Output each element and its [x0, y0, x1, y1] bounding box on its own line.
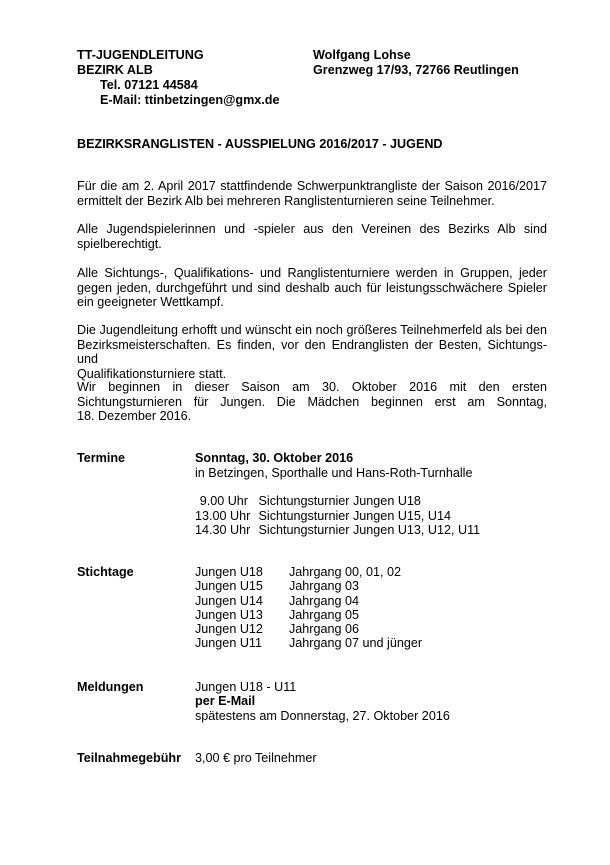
stichtage-group: Jungen U15: [195, 579, 263, 593]
paragraph-2: [77, 222, 547, 251]
stichtage-group: Jungen U18: [195, 565, 263, 579]
paragraph-3: [77, 266, 547, 310]
meldungen-groups: Jungen U18 - U11: [195, 680, 297, 694]
contact-name: Wolfgang Lohse: [313, 48, 411, 62]
paragraph-line: gegen jeden, durchgeführt und sind deshalb auch für leistungsschwächere Spieler: [77, 280, 547, 295]
stichtage-year: Jahrgang 00, 01, 02: [289, 565, 402, 579]
schedule-row: [195, 494, 421, 509]
paragraph-line: Für die am 2. April 2017 stattfindende Schwerpunktrangliste der Saison 2016/2017: [77, 179, 547, 193]
meldungen-method: per E-Mail: [195, 694, 256, 708]
stichtage-group: Jungen U13: [195, 608, 263, 622]
schedule-row: [195, 509, 451, 524]
stichtage-group: Jungen U11: [195, 636, 262, 650]
paragraph-line: Wir beginnen in dieser Saison am 30. Oktober 2016 mit den ersten: [77, 380, 547, 394]
schedule-time: 14.30 Uhr: [195, 523, 251, 537]
schedule-event: Sichtungsturnier Jungen U13, U12, U11: [258, 523, 481, 537]
paragraph-1: [77, 179, 547, 208]
meldungen-deadline: spätestens am Donnerstag, 27. Oktober 2016: [195, 709, 450, 723]
gebuehr-label: Teilnahmegebühr: [77, 751, 182, 765]
stichtage-label: Stichtage: [77, 565, 134, 579]
document-title: BEZIRKSRANGLISTEN - AUSSPIELUNG 2016/2017 - JUGEND: [77, 137, 443, 151]
paragraph-line: ermittelt der Bezirk Alb bei mehreren Ranglistenturnieren seine Teilnehmer.: [77, 193, 495, 208]
stichtage-year: Jahrgang 03: [289, 579, 360, 593]
org-name: TT-JUGENDLEITUNG: [77, 48, 204, 62]
stichtage-year: Jahrgang 05: [289, 608, 360, 622]
schedule-time: 13.00 Uhr: [195, 509, 251, 523]
stichtage-year: Jahrgang 07 und jünger: [289, 636, 423, 650]
paragraph-line: Alle Sichtungs-, Qualifikations- und Ranglistenturniere werden in Gruppen, jeder: [77, 266, 547, 280]
paragraph-line: Alle Jugendspielerinnen und -spieler aus den Vereinen des Bezirks Alb sind: [77, 222, 547, 236]
org-phone: Tel. 07121 44584: [100, 78, 198, 92]
termine-label: Termine: [77, 451, 126, 465]
org-email: E-Mail: ttinbetzingen@gmx.de: [100, 93, 280, 107]
schedule-event: Sichtungsturnier Jungen U15, U14: [258, 509, 452, 523]
stichtage-year: Jahrgang 06: [289, 622, 360, 636]
schedule-event: Sichtungsturnier Jungen U18: [258, 494, 421, 508]
termine-date: Sonntag, 30. Oktober 2016: [195, 451, 354, 465]
org-district: BEZIRK ALB: [77, 63, 153, 77]
termine-venue: in Betzingen, Sporthalle und Hans-Roth-Turnhalle: [195, 466, 473, 480]
stichtage-year: Jahrgang 04: [289, 594, 360, 608]
gebuehr-value: 3,00 € pro Teilnehmer: [195, 751, 317, 765]
paragraph-line: Die Jugendleitung erhofft und wünscht ein noch größeres Teilnehmerfeld als bei den: [77, 323, 547, 337]
paragraph-4: [77, 323, 547, 381]
paragraph-line: 18. Dezember 2016.: [77, 409, 192, 424]
paragraph-line: Qualifikationsturniere statt.: [77, 366, 227, 381]
paragraph-line: Bezirksmeisterschaften. Es finden, vor den Endranglisten der Besten, Sichtungs- und: [77, 337, 547, 367]
paragraph-line: Sichtungsturnieren für Jungen. Die Mädchen beginnen erst am Sonntag,: [77, 394, 547, 409]
schedule-time: 9.00 Uhr: [199, 494, 248, 508]
paragraph-5: [77, 380, 547, 424]
meldungen-label: Meldungen: [77, 680, 144, 694]
stichtage-group: Jungen U14: [195, 594, 263, 608]
schedule-row: [195, 523, 480, 538]
stichtage-group: Jungen U12: [195, 622, 263, 636]
paragraph-line: ein geeigneter Wettkampf.: [77, 295, 224, 310]
contact-address: Grenzweg 17/93, 72766 Reutlingen: [313, 63, 519, 77]
paragraph-line: spielberechtigt.: [77, 236, 162, 251]
